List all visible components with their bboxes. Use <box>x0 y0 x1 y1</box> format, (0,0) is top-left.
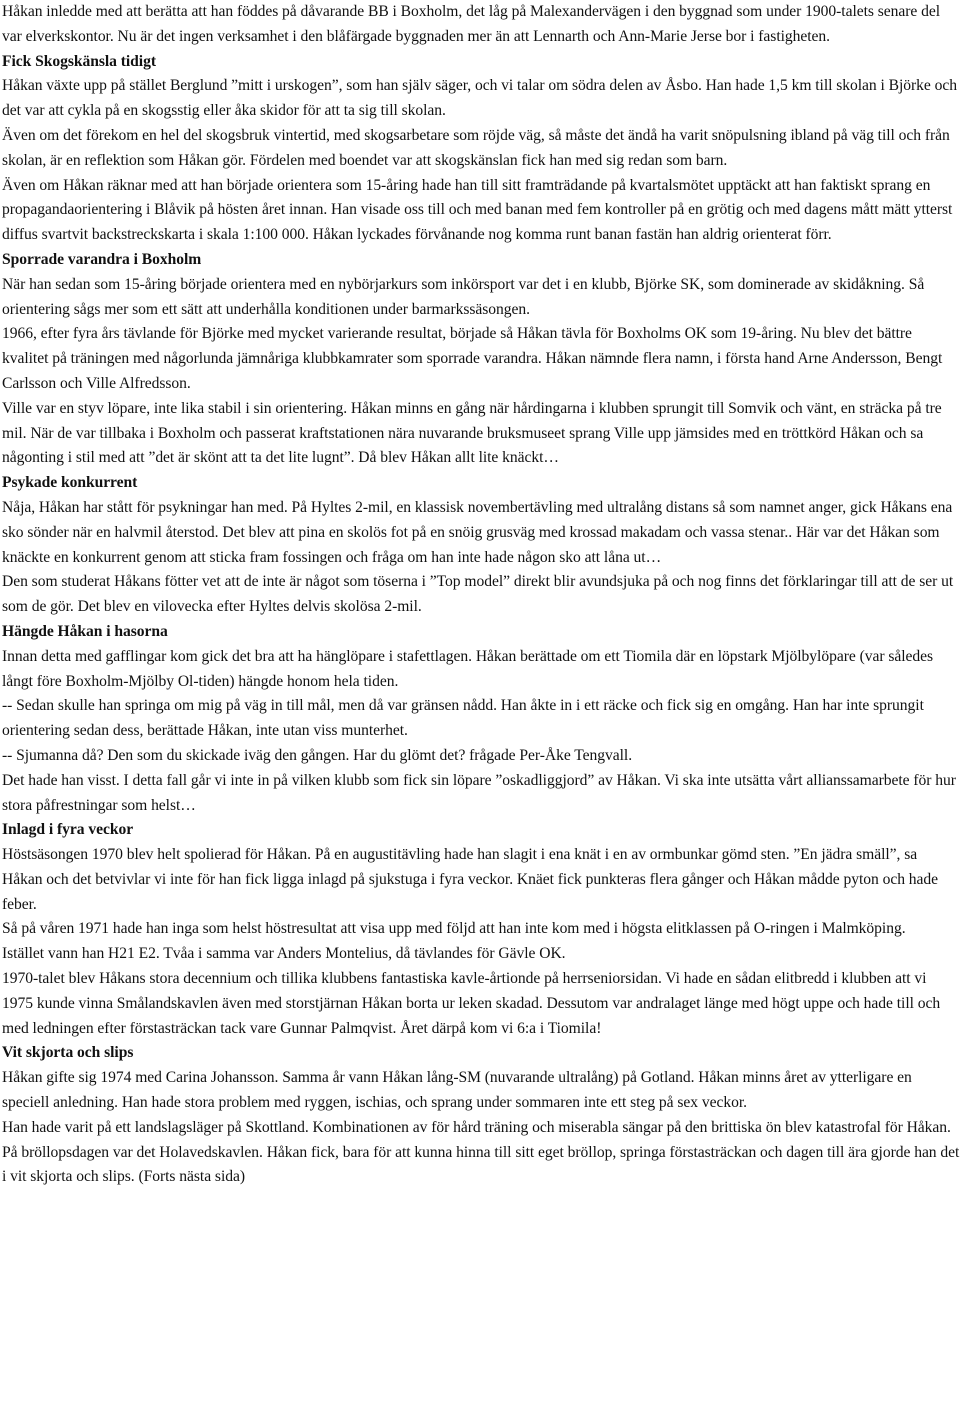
paragraph: Nåja, Håkan har stått för psykningar han med. På Hyltes 2-mil, en klassisk novembertävling med ultralång distans så som namnet anger, gick Håkans ena sko sönder när en halvmil återstod. Det blev att pina en skolös fot på en snöig grusväg med krossad makadam och vassa stenar.. Här var det Håkan som knäckte en konkurrent genom att sticka fram fossingen och fråga om han inte hade någon sko att låna ut… <box>2 498 953 566</box>
paragraph: Håkan gifte sig 1974 med Carina Johansson. Samma år vann Håkan lång-SM (nuvarande ultralång) på Gotland. Håkan minns året av ytterligare en speciell anledning. Han hade stora problem med ryggen, ischias, och sprang under sommaren inte ett steg på sex veckor. <box>2 1069 912 1112</box>
paragraph: Så på våren 1971 hade han inga som helst höstresultat att visa upp med följd att han inte kom med i högsta elitklassen på O-ringen i Malmköping. <box>2 920 906 938</box>
section-heading: Vit skjorta och slips <box>2 1044 134 1062</box>
paragraph: Det hade han visst. I detta fall går vi inte in på vilken klubb som fick sin löpare ”oskadliggjord” av Håkan. Vi ska inte utsätta vårt allianssamarbete för hur stora påfrestningar som helst… <box>2 771 956 814</box>
paragraph: -- Sedan skulle han springa om mig på väg in till mål, men då var gränsen nådd. Han åkte in i ett räcke och fick sig en omgång. Han har inte sprungit orientering sedan dess, berättade Håkan, inte utan viss munterhet. <box>2 697 924 740</box>
paragraph: 1966, efter fyra års tävlande för Björke med mycket varierande resultat, började så Håkan tävla för Boxholms OK som 19-åring. Nu blev det bättre kvalitet på träningen med någorlunda jämnåriga klubbkamrater som sporrade varandra. Håkan nämnde flera namn, i första hand Arne Andersson, Bengt Carlsson och Ville Alfredsson. <box>2 325 943 392</box>
paragraph: Håkan inledde med att berätta att han föddes på dåvarande BB i Boxholm, det låg på Malexandervägen i den byggnad som under 1900-talets senare del var elverkskontor. Nu är det ingen verksamhet i den blåfärgade byggnaden mer än att Lennarth och Ann-Marie Jerse bor i fastigheten. <box>2 3 941 45</box>
paragraph: Innan detta med gafflingar kom gick det bra att ha hänglöpare i stafettlagen. Håkan berättade om ett Tiomila där en löpstark Mjölbylöpare (var således långt före Boxholm-Mjölby Ol-tiden) hängde honom hela tiden. <box>2 647 933 690</box>
paragraph: -- Sjumanna då? Den som du skickade iväg den gången. Har du glömt det? frågade Per-Åke Tengvall. <box>2 746 633 764</box>
section-heading: Sporrade varandra i Boxholm <box>2 250 202 268</box>
section-heading: Inlagd i fyra veckor <box>2 821 134 839</box>
paragraph: När han sedan som 15-åring började orientera med en nybörjarkurs som inkörsport var det i en klubb, Björke SK, som dominerade av skidåkning. Så orientering sågs mer som ett sätt att underhålla konditionen under barmarkssäsongen. <box>2 275 925 318</box>
paragraph: Höstsäsongen 1970 blev helt spolierad för Håkan. På en augustitävling hade han slagit i ena knät i en av ormbunkar gömd sten. ”En jädra smäll”, sa Håkan och det betvivlar vi inte för han fick ligga inlagd på sjukstuga i fyra veckor. Knäet fick punkteras flera gånger och Håkan mådde pyton och hade feber. <box>2 846 939 913</box>
paragraph: Ville var en styv löpare, inte lika stabil i sin orientering. Håkan minns en gång när hårdingarna i klubben sprungit till Somvik och vänt, en sträcka på tre mil. När de var tillbaka i Boxholm och passerat kraftstationen nära nuvarande bruksmuseet sprang Ville upp jämsides med en tröttkörd Håkan och sa någonting i stil med att ”det är skönt att ta det lite lugnt”. Då blev Håkan allt lite knäckt… <box>2 399 942 467</box>
paragraph: Den som studerat Håkans fötter vet att de inte är något som töserna i ”Top model” direkt blir avundsjuka på och nog finns det förklaringar till att de ser ut som de gör. Det blev en vilovecka efter Hyltes delvis skolösa 2-mil. <box>2 573 954 616</box>
section-heading: Fick Skogskänsla tidigt <box>2 52 156 70</box>
paragraph: Håkan växte upp på stället Berglund ”mitt i urskogen”, som han själv säger, och vi talar om södra delen av Åsbo. Han hade 1,5 km till skolan i Björke och det var att cykla på en skogsstig eller åka skidor för att ta sig till skolan. <box>2 77 957 120</box>
paragraph: På bröllopsdagen var det Holavedskavlen. Håkan fick, bara för att kunna hinna till sitt eget bröllop, springa förstasträckan och dagen till ära gjorde han det i vit skjorta och slips. (Forts nästa sida) <box>2 1143 960 1186</box>
paragraph: 1970-talet blev Håkans stora decennium och tillika klubbens fantastiska kavle-årtionde på herrseniorsidan. Vi hade en sådan elitbredd i klubben att vi 1975 kunde vinna Smålandskavlen även med storstjärnan Håkan borta ur leken skadad. Dessutom var andralaget länge med högt uppe och hade till och med ledningen efter förstasträckan tack vare Gunnar Palmqvist. Året därpå kom vi 6:a i Tiomila! <box>2 970 941 1037</box>
section-heading: Hängde Håkan i hasorna <box>2 622 168 640</box>
paragraph: Även om det förekom en hel del skogsbruk vintertid, med skogsarbetare som röjde väg, så måste det ändå ha varit snöpulsning ibland på väg till och från skolan, är en reflektion som Håkan gör. Fördelen med boendet var att skogskänslan fick han med sig redan som barn. <box>2 126 950 169</box>
paragraph: Istället vann han H21 E2. Tvåa i samma var Anders Montelius, då tävlandes för Gävle OK. <box>2 945 566 963</box>
paragraph: Han hade varit på ett landslagsläger på Skottland. Kombinationen av för hård träning och miserabla sängar på den brittiska ön blev katastrofal för Håkan. <box>2 1118 951 1136</box>
paragraph: Även om Håkan räknar med att han började orientera som 15-åring hade han till sitt framträdande på kvartalsmötet upptäckt att han faktiskt sprang en propagandaorientering i Blåvik på hösten året innan. Han visade oss till och med banan med fem kontroller på en grötig och med dagens mått mätt ytterst diffus svartvit backstreckskarta i skala 1:100 000. Håkan lyckades förvånande nog komma runt banan fastän han aldrig orienterat förr. <box>2 176 953 244</box>
section-heading: Psykade konkurrent <box>2 474 138 492</box>
